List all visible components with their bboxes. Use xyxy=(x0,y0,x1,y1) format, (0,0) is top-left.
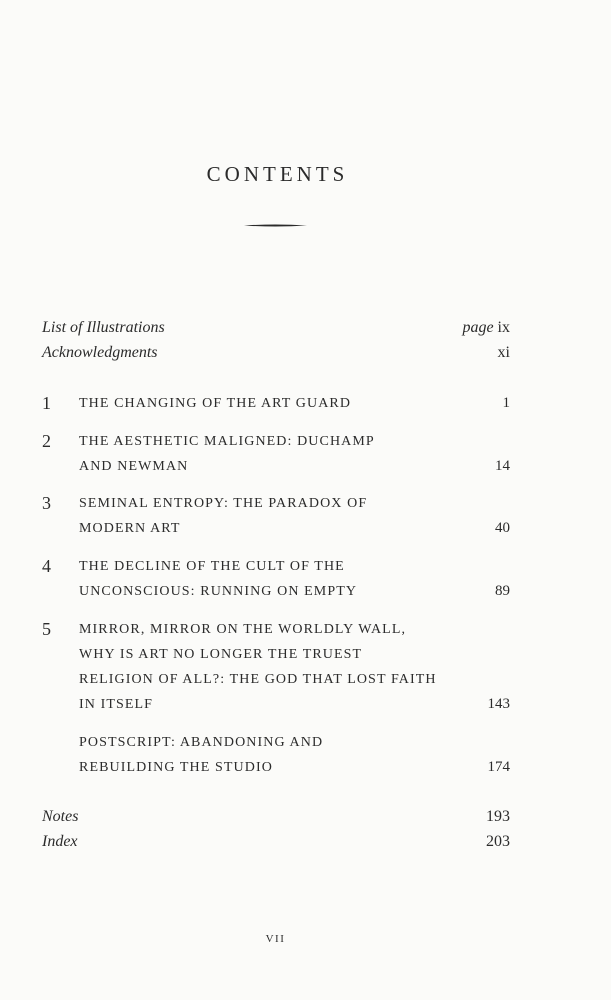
ornament-rule xyxy=(244,224,307,227)
chapter-title-line: UNCONSCIOUS: RUNNING ON EMPTY xyxy=(79,584,358,599)
chapter-title xyxy=(79,429,375,479)
chapter-page: 174 xyxy=(487,759,510,775)
chapter-number: 3 xyxy=(42,493,51,513)
chapter-title-line: MODERN ART xyxy=(79,521,181,536)
chapter-title-line: RELIGION OF ALL?: THE GOD THAT LOST FAITH xyxy=(79,672,437,687)
entry-page xyxy=(462,317,510,339)
chapter-number: 4 xyxy=(42,556,51,576)
chapter-title xyxy=(79,554,357,604)
entry-label: List of Illustrations xyxy=(42,319,165,336)
entry-page xyxy=(498,342,510,364)
chapter-number: 1 xyxy=(42,393,51,413)
chapter-title-line: WHY IS ART NO LONGER THE TRUEST xyxy=(79,647,363,662)
chapter-page: 40 xyxy=(495,520,510,536)
page-prefix: page xyxy=(462,319,494,336)
chapter-title-line: AND NEWMAN xyxy=(79,459,189,474)
page-number: ix xyxy=(497,319,510,336)
chapter-page: 89 xyxy=(495,583,510,599)
entry-label: Notes xyxy=(42,808,79,825)
entry-page: 193 xyxy=(486,808,510,825)
chapter-page: 14 xyxy=(495,458,510,474)
chapter-title-line: IN ITSELF xyxy=(79,697,154,712)
entry-label: Acknowledgments xyxy=(42,344,158,361)
chapter-title-line: THE AESTHETIC MALIGNED: DUCHAMP xyxy=(79,434,375,449)
chapter-title xyxy=(79,730,323,780)
chapter-number: 5 xyxy=(42,619,51,639)
chapter-number: 2 xyxy=(42,431,51,451)
page-number: xi xyxy=(497,344,510,361)
chapter-title-line: MIRROR, MIRROR ON THE WORLDLY WALL, xyxy=(79,622,407,637)
chapter-title-line: THE DECLINE OF THE CULT OF THE xyxy=(79,559,345,574)
chapter-title xyxy=(79,491,367,541)
chapter-title-line: REBUILDING THE STUDIO xyxy=(79,760,273,775)
chapter-title xyxy=(79,391,351,416)
chapter-title-line: SEMINAL ENTROPY: THE PARADOX OF xyxy=(79,496,368,511)
ornament-rule-icon xyxy=(244,224,307,227)
chapter-title-line: THE CHANGING OF THE ART GUARD xyxy=(79,396,352,411)
chapter-title xyxy=(79,617,437,717)
entry-label: Index xyxy=(42,833,78,850)
chapter-title-line: POSTSCRIPT: ABANDONING AND xyxy=(79,735,324,750)
page-folio: VII xyxy=(265,933,286,945)
chapter-page: 143 xyxy=(487,696,510,712)
page-title: CONTENTS xyxy=(206,162,349,186)
entry-page: 203 xyxy=(486,833,510,850)
chapter-page: 1 xyxy=(502,395,510,411)
